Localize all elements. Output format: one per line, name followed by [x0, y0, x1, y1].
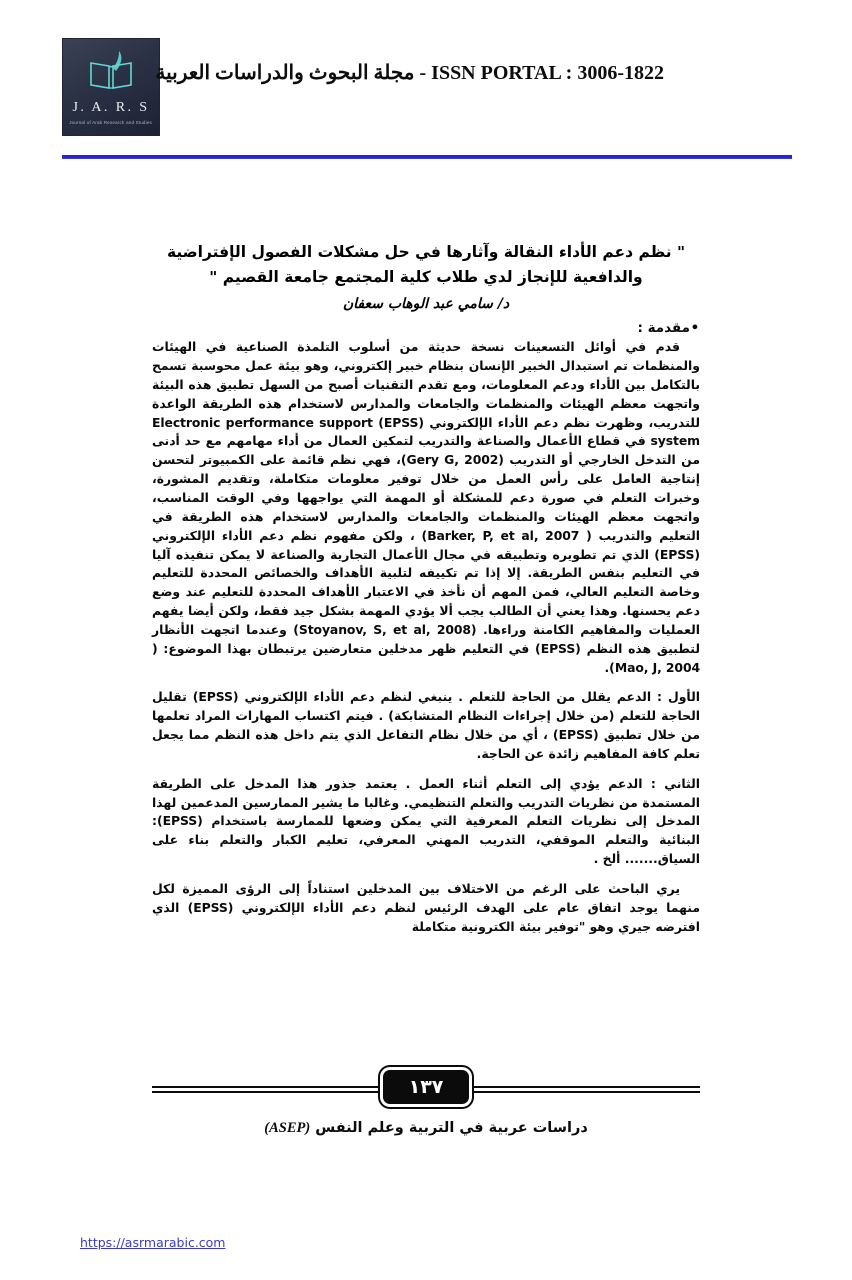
footer-journal-name-ar: دراسات عربية في التربية وعلم النفس: [315, 1120, 588, 1136]
page-number-badge: ١٣٧: [383, 1070, 469, 1104]
logo-letters: J. A. R. S: [72, 100, 150, 115]
header-issn: ISSN PORTAL : 3006-1822 -: [419, 62, 664, 84]
page-footer: [0, 1074, 852, 1154]
footer-rule-group: [152, 1074, 700, 1104]
article-title: [152, 240, 700, 290]
journal-logo: [62, 38, 160, 136]
footer-journal-abbr: (ASEP): [264, 1120, 311, 1136]
open-book-pen-icon: [85, 47, 137, 97]
article-title-line-2: والدافعية للإنجاز لدي طلاب كلية المجتمع جامعة القصيم ": [209, 268, 643, 287]
article-title-line-1: " نظم دعم الأداء النقالة وآثارها في حل مشكلات الفصول الإفتراضية: [166, 243, 686, 261]
header-journal-title-ar: مجلة البحوث والدراسات العربية: [155, 62, 415, 84]
paragraph-intro-3: الثاني : الدعم يؤدي إلى التعلم أثناء العمل . يعتمد جذور هذا المدخل على الطريقة المستمدة من نظريات التدريب والتعلم التنظيمي. وغالبا ما يشير الممارسين المدعمين لهذا المدخل إلى نظريات التعلم المعرفية التي يمكن وضعها للممارسة باستخدام (EPSS): البنائية والتعلم الموقفي، التدريب المهني المعرفي، تعليم الكبار والتعلم بناء على السياق....... ألخ .: [152, 775, 700, 867]
article-body: [152, 240, 700, 938]
header-divider: [62, 155, 792, 159]
section-heading-introduction: [152, 320, 700, 336]
section-heading-label: مقدمة :: [637, 320, 690, 337]
header-journal-line: [155, 60, 664, 85]
paragraph-intro-2: الأول : الدعم يقلل من الحاجة للتعلم . ينبغي لنظم دعم الأداء الإلكتروني (EPSS) تقليل الحاجة للتعلم (من خلال إجراءات النظام المتشابكة) . فيتم اكتساب المهارات المراد تعلمها من خلال تطبيق (EPSS) ، أي من خلال نظام التفاعل الذي يتم داخل هذه النظم مما يجعل تعلم كافة المفاهيم زائدة عن الحاجة.: [152, 689, 700, 761]
paragraph-intro-1: قدم في أوائل التسعينات نسخة حديثة من أسلوب التلمذة الصناعية في الهيئات والمنظمات تم استبدال الخبير الإنسان بنظام خبير إلكتروني، وهو بيئة عمل محوسبة تسمح بالتكامل بين الأداء ودعم المعلومات، ومع تقدم التقنيات أصبح من السهل تطبيق هذه البيئة واتجهت معظم الهيئات والمنظمات والجامعات والمدارس لاستخدام هذه الطريقة الواعدة للتدريب، وظهرت نظم دعم الأداء الإلكتروني (EPSS) Electronic performance support system في قطاع الأعمال والصناعة والتدريب لتمكين العمال من أداء مهامهم مع حد أدنى من التدخل الخارجي أو التدريب (Gery G, 2002)، فهي نظم قائمة على الكمبيوتر لتحسن إنتاجية العامل على رأس العمل من خلال توفير معلومات متكاملة، وتقديم المشورة، وخبرات التعلم في صورة دعم للمشكلة أو المهمة التي يواجهها وفي الوقت المناسب، واتجهت معظم الهيئات والمنظمات والجامعات والمدارس لاستخدام هذه الطريقة في التعليم والتدريب ( Barker, P, et al, 2007) ، ولكن مفهوم نظم دعم الأداء الإلكتروني (EPSS) الذي تم تطويره وتطبيقه في مجال الأعمال التجارية والصناعة لا يمكن تنفيذه آليا في التعليم بنفس الطريقة. إلا إذا تم تكييفه لتلبية الأهداف والخصائص المحددة للتعليم وخاصة التعليم العالي، فمن المهم أن نأخذ في الاعتبار الأهداف المحددة للتعليم عند وضع دعم يحسنها. وهذا يعني أن الطالب يجب ألا يؤدي المهمة بشكل جيد فقط، ولكن أيضا يفهم العمليات والمفاهيم الكامنة وراءها. (Stoyanov, S, et al, 2008) وعندما اتجهت الأنظار لتطبيق هذه النظم (EPSS) في التعليم ظهر مدخلين متعارضين يرتبطان بهذا الموضوع: ( Mao, J, 2004).: [152, 339, 701, 675]
page-header: [62, 38, 800, 148]
logo-subtitle: Journal of Arab Research and Studies: [69, 119, 153, 126]
bullet-icon: •: [690, 320, 700, 337]
paragraph-intro-4: يري الباحث على الرغم من الاختلاف بين المدخلين استناداً إلى الرؤى المميزة لكل منهما يوجد اتفاق عام على الهدف الرئيس لنظم دعم الأداء الإلكتروني (EPSS) الذي افترضه جيري وهو "توفير بيئة الكترونية متكاملة: [152, 881, 700, 934]
site-url-link[interactable]: https://asrmarabic.com: [80, 1235, 226, 1250]
article-author: د/ سامي عبد الوهاب سعفان: [342, 296, 510, 313]
footer-journal-name: [0, 1120, 852, 1137]
